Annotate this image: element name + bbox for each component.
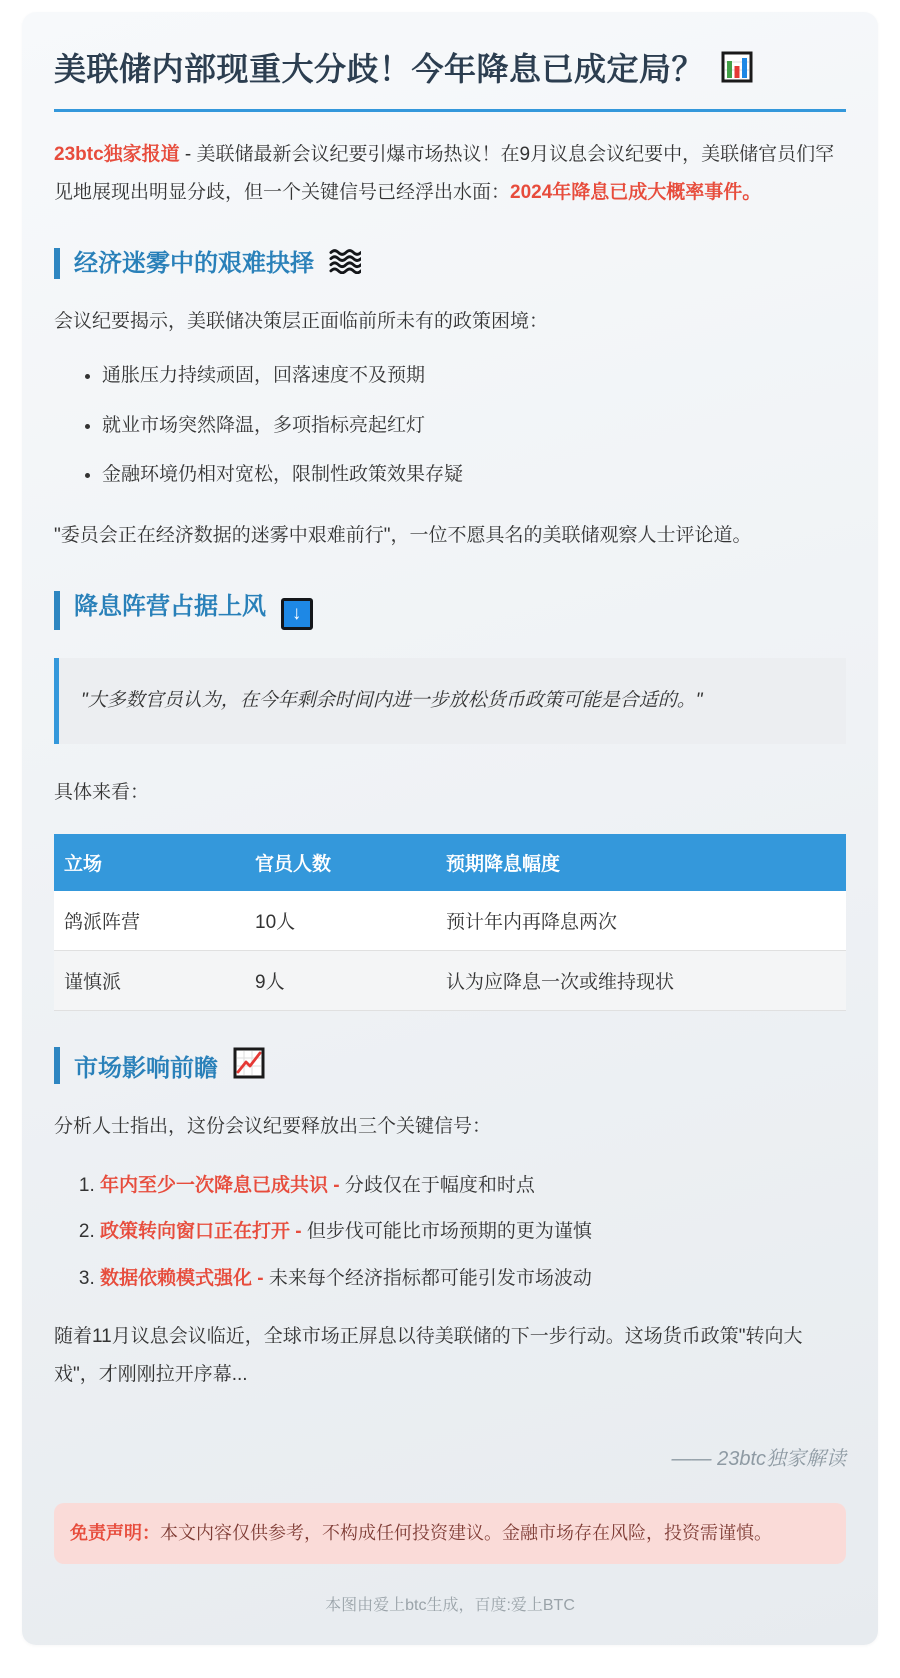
page-title-text: 美联储内部现重大分歧！今年降息已成定局？ [54, 51, 705, 87]
dilemma-bullet-list [54, 361, 846, 490]
down-arrow-icon: ↓ [281, 598, 313, 630]
disclaimer-text: 本文内容仅供参考，不构成任何投资建议。金融市场存在风险，投资需谨慎。 [160, 1523, 772, 1544]
table-cell: 预计年内再降息两次 [438, 891, 846, 951]
section3-lead: 分析人士指出，这份会议纪要释放出三个关键信号： [54, 1116, 492, 1138]
table-cell: 10人 [247, 891, 438, 951]
source-label: 23btc独家报道 [54, 144, 180, 166]
table-cell: 谨慎派 [54, 950, 247, 1010]
table-row [54, 891, 846, 951]
table-cell: 9人 [247, 950, 438, 1010]
official-blockquote [54, 658, 846, 744]
signal-rest: 分歧仅在于幅度和时点 [339, 1175, 535, 1197]
intro-highlight: 2024年降息已成大概率事件。 [510, 182, 762, 204]
section2-heading-text: 降息阵营占据上风 [74, 592, 266, 620]
intro-dash: - [179, 144, 197, 166]
signal-item [100, 1263, 846, 1294]
signal-rest: 未来每个经济指标都可能引发市场波动 [263, 1267, 592, 1289]
blockquote-text: "大多数官员认为，在今年剩余时间内进一步放松货币政策可能是合适的。" [81, 689, 703, 711]
observer-quote-paragraph: "委员会正在经济数据的迷雾中艰难前行"，一位不愿具名的美联储观察人士评论道。 [54, 524, 752, 546]
section-heading-dove-camp [54, 591, 846, 630]
signal-item [100, 1216, 846, 1247]
signal-rest: 但步伐可能比市场预期的更为谨慎 [301, 1221, 592, 1243]
signal-strong: 年内至少一次降息已成共识 - [100, 1175, 340, 1197]
key-signal-list [54, 1170, 846, 1294]
article-card [22, 12, 878, 1645]
table-header-row [54, 834, 846, 891]
signal-item [100, 1170, 846, 1201]
bullet-item: • 就业市场突然降温，多项指标亮起红灯 [102, 411, 846, 441]
generator-footer: 本图由爱上btc生成，百度:爱上BTC [325, 1596, 575, 1614]
intro-paragraph [54, 136, 846, 212]
table-header-stance: 立场 [54, 834, 247, 891]
author-signature: —— 23btc独家解读 [671, 1448, 846, 1471]
section1-heading-text: 经济迷雾中的艰难抉择 [74, 250, 314, 278]
section3-heading-text: 市场影响前瞻 [74, 1054, 218, 1082]
signal-strong: 数据依赖模式强化 - [100, 1267, 264, 1289]
table-row [54, 950, 846, 1010]
stance-table [54, 834, 846, 1011]
signal-strong: 政策转向窗口正在打开 - [100, 1221, 302, 1243]
page-title [54, 48, 846, 112]
chart-increasing-icon [233, 1047, 265, 1079]
bar-chart-icon [721, 51, 753, 83]
closing-paragraph: 随着11月议息会议临近，全球市场正屏息以待美联储的下一步行动。这场货币政策"转向大戏"，才刚刚拉开序幕... [54, 1326, 803, 1386]
water-waves-icon [329, 248, 361, 274]
intro-body: 美联储最新会议纪要引爆市场热议！在9月议息会议纪要中，美联储官员们罕见地展现出明显分歧，但一个关键信号已经浮出水面： [54, 144, 835, 204]
bullet-item: • 通胀压力持续顽固，回落速度不及预期 [102, 361, 846, 391]
table-lead: 具体来看： [54, 781, 150, 803]
disclaimer-box [54, 1503, 846, 1564]
bullet-item: • 金融环境仍相对宽松，限制性政策效果存疑 [102, 460, 846, 490]
table-cell: 鸽派阵营 [54, 891, 247, 951]
disclaimer-label: 免责声明： [70, 1523, 160, 1544]
section1-lead: 会议纪要揭示，美联储决策层正面临前所未有的政策困境： [54, 311, 549, 333]
table-header-officials: 官员人数 [247, 834, 438, 891]
table-cell: 认为应降息一次或维持现状 [438, 950, 846, 1010]
section-heading-economy-fog [54, 248, 846, 279]
section-heading-market-outlook [54, 1047, 846, 1084]
table-header-expectation: 预期降息幅度 [438, 834, 846, 891]
